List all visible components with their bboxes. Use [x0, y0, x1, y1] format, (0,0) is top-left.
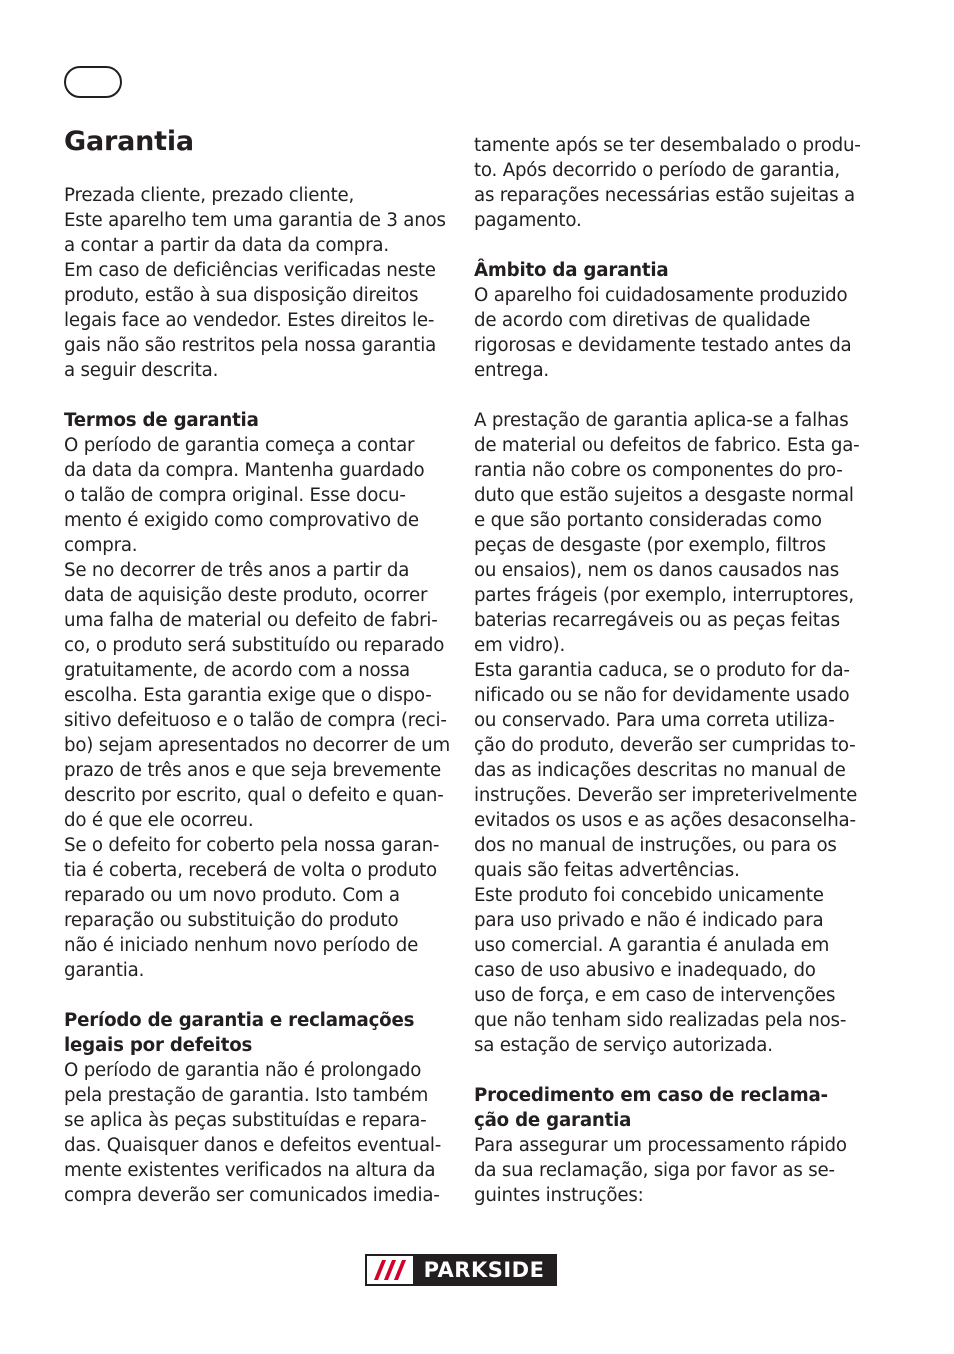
section-heading: Período de garantia e reclamações legais por defeitos [64, 1010, 415, 1056]
body-paragraph: Prezada cliente, prezado cliente, Este aparelho tem uma garantia de 3 anos a contar a partir da data da compra. Em caso de deficiências verificadas neste produto, estão à sua disposição direitos legais face ao vendedor. Estes direitos le- gais não são restritos pela nossa garantia a seguir descrita. [64, 185, 446, 381]
parkside-logo [365, 1254, 557, 1286]
paragraph-spacer [474, 1058, 874, 1083]
left-column [64, 183, 464, 1208]
body-paragraph: Para assegurar um processamento rápido da sua reclamação, siga por favor as se- guintes instruções: [474, 1135, 847, 1206]
body-paragraph: tamente após se ter desembalado o produ- to. Após decorrido o período de garantia, as reparações necessárias estão sujeitas a pagamento. [474, 135, 861, 231]
language-badge [64, 66, 122, 98]
section-heading: Termos de garantia [64, 410, 259, 431]
logo-slashes-icon [367, 1256, 413, 1284]
body-paragraph: A prestação de garantia aplica-se a falhas de material ou defeitos de fabrico. Esta ga- rantia não cobre os componentes do pro- duto que estão sujeitos a desgaste normal e que são portanto consideradas como peças de desgaste (por exemplo, filtros ou ensaios), nem os danos causados nas partes frágeis (por exemplo, interruptores, baterias recarregáveis ou as peças feitas em vidro). Esta garantia caduca, se o produto for da- nificado ou se não for devidamente usado ou conservado. Para uma correta utiliza- ção do produto, deverão ser cumpridas to- das as indicações descritas no manual de instruções. Deverão ser impreterivelmente evitados os usos e as ações desaconselha- dos no manual de instruções, ou para os quais são feitas advertências. Este produto foi concebido unicamente para uso privado e não é indicado para uso comercial. A garantia é anulada em caso de uso abusivo e inadequado, do uso de força, e em caso de intervenções que não tenham sido realizadas pela nos- sa estação de serviço autorizada. [474, 410, 860, 1056]
paragraph-spacer [474, 383, 874, 408]
section-heading: Âmbito da garantia [474, 260, 669, 281]
page-title: Garantia [64, 126, 194, 157]
section-heading: Procedimento em caso de reclama- ção de garantia [474, 1085, 828, 1131]
paragraph-spacer [64, 983, 464, 1008]
body-paragraph: O período de garantia começa a contar da data da compra. Mantenha guardado o talão de compra original. Esse docu- mento é exigido como comprovativo de compra. Se no decorrer de três anos a partir da data de aquisição deste produto, ocorrer uma falha de material ou defeito de fabri- co, o produto será substituído ou reparado gratuitamente, de acordo com a nossa escolha. Esta garantia exige que o dispo- sitivo defeituoso e o talão de compra (reci- bo) sejam apresentados no decorrer de um prazo de três anos e que seja brevemente descrito por escrito, qual o defeito e quan- do é que ele ocorreu. Se o defeito for coberto pela nossa garan- tia é coberta, receberá de volta o produto reparado ou um novo produto. Com a reparação ou substituição do produto não é iniciado nenhum novo período de garantia. [64, 435, 451, 981]
paragraph-spacer [474, 233, 874, 258]
logo-brand-text: PARKSIDE [423, 1258, 545, 1282]
body-paragraph: O aparelho foi cuidadosamente produzido de acordo com diretivas de qualidade rigorosas e devidamente testado antes da entrega. [474, 285, 852, 381]
right-column [474, 133, 874, 1208]
paragraph-spacer [64, 383, 464, 408]
body-paragraph: O período de garantia não é prolongado pela prestação de garantia. Isto também se aplica às peças substituídas e repara- das. Quaisquer danos e defeitos eventual- mente existentes verificados na altura da compra deverão ser comunicados imedia- [64, 1060, 442, 1206]
